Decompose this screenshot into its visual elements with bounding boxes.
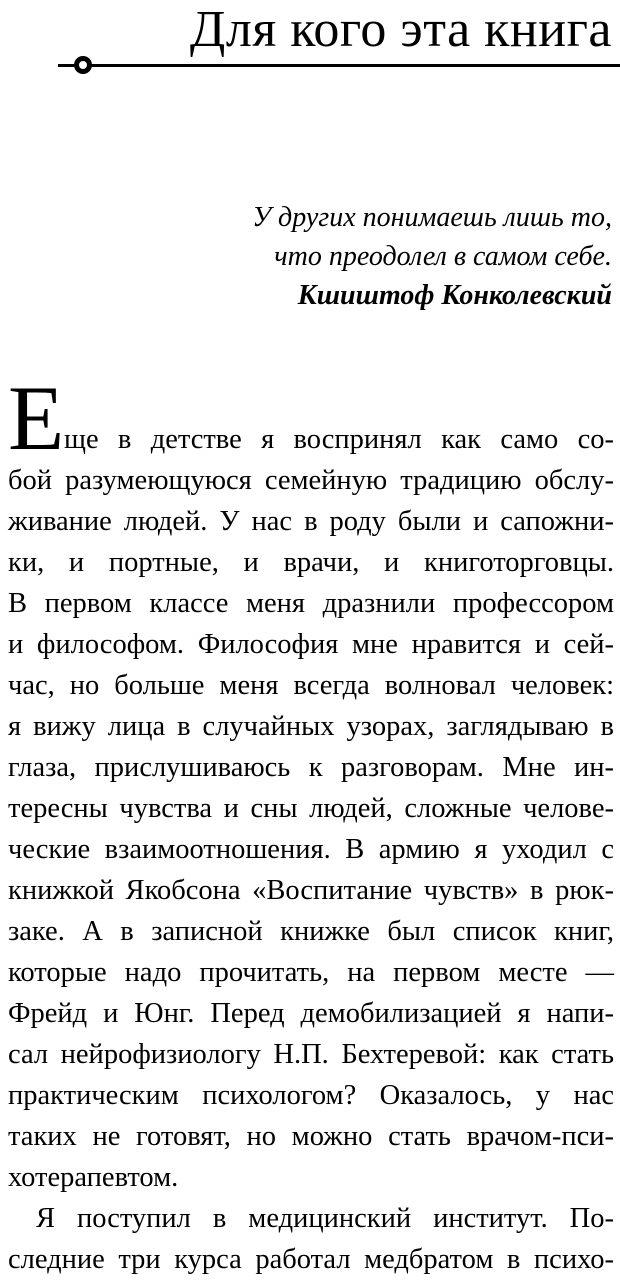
text-line: Я поступил в медицинский институт. По- (36, 1203, 614, 1234)
text-line: и философом. Философия мне нравится и сей- (8, 629, 614, 660)
text-line: сал нейрофизиологу Н.П. Бехтеревой: как стать (8, 1039, 614, 1070)
text-line: заке. А в записной книжке был список книг, (8, 916, 614, 947)
text-line: ще в детстве я воспринял как само со- (64, 424, 614, 455)
text-line: час, но больше меня всегда волновал человек: (8, 670, 614, 701)
text-line: ки, и портные, и врачи, и книготорговцы. (8, 547, 614, 578)
text-line: глаза, прислушиваюсь к разговорам. Мне ин- (8, 752, 614, 783)
text-line: таких не готовят, но можно стать врачом-пси- (8, 1121, 614, 1152)
text-line: ческие взаимоотношения. В армию я уходил с (8, 834, 614, 865)
text-line: книжкой Якобсона «Воспитание чувств» в рюк- (8, 875, 614, 906)
epigraph-line: что преодолел в самом себе. (274, 241, 612, 272)
chapter-title: Для кого эта книга (189, 1, 612, 58)
epigraph-author: Кшиштоф Конколевский (297, 280, 612, 311)
text-line: хотерапевтом. (8, 1162, 179, 1193)
text-line: В первом классе меня дразнили профессором (8, 588, 614, 619)
body-text (8, 367, 614, 1280)
text-line: практическим психологом? Оказалось, у нас (8, 1080, 614, 1111)
text-line: которые надо прочитать, на первом месте — (8, 957, 614, 988)
drop-cap: Е (8, 367, 65, 469)
ornament-circle-icon (74, 56, 92, 74)
epigraph-line: У других понимаешь лишь то, (252, 202, 612, 233)
text-line: бой разумеющуюся семейную традицию обслу- (8, 465, 614, 496)
text-line: тересны чувства и сны людей, сложные челове- (8, 793, 614, 824)
text-line: я вижу лица в случайных узорах, заглядываю в (8, 711, 614, 742)
title-rule (58, 64, 620, 67)
text-line: следние три курса работал медбратом в психо- (8, 1244, 614, 1275)
drop-cap-spacer (8, 378, 614, 419)
text-line: Фрейд и Юнг. Перед демобилизацией я напи- (8, 998, 614, 1029)
epigraph (92, 198, 612, 315)
text-line: живание людей. У нас в роду были и сапожни- (8, 506, 614, 537)
